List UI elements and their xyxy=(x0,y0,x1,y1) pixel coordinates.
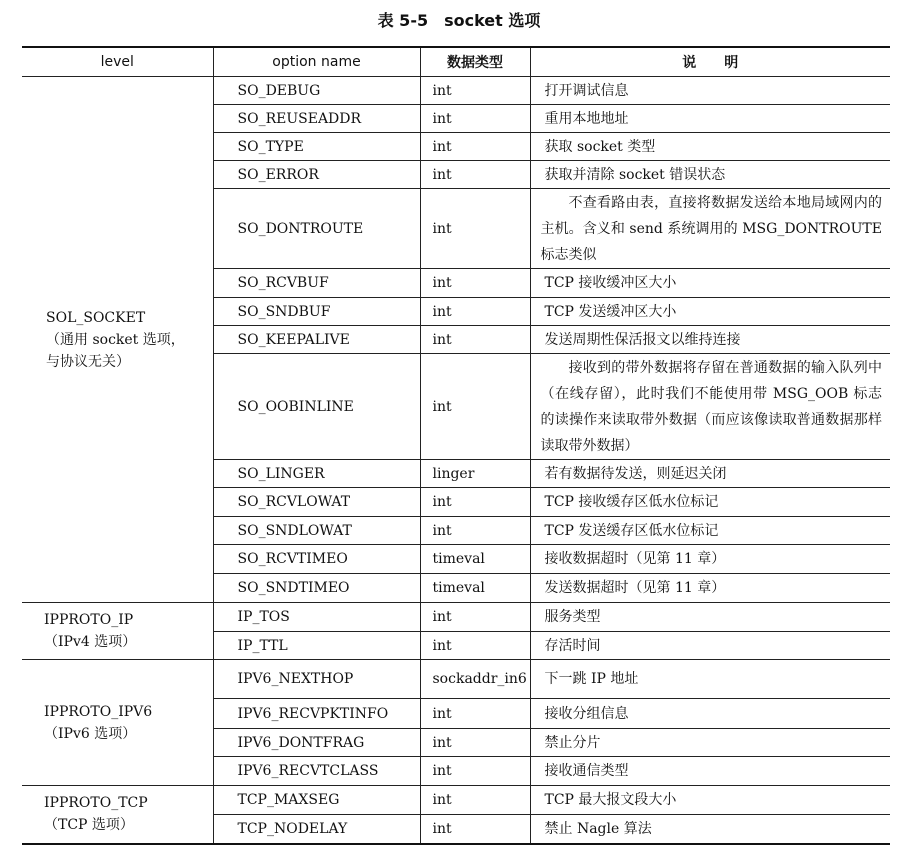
description-cell: TCP 发送缓存区低水位标记 xyxy=(530,517,890,545)
table-body xyxy=(22,77,890,844)
description-cell: 服务类型 xyxy=(530,603,890,632)
data-type-cell: int xyxy=(420,488,530,517)
option-name-cell: SO_SNDTIMEO xyxy=(213,574,420,603)
option-name-cell: IPV6_NEXTHOP xyxy=(213,660,420,699)
description-cell: 禁止 Nagle 算法 xyxy=(530,815,890,844)
description-cell: TCP 接收缓存区低水位标记 xyxy=(530,488,890,517)
data-type-cell: int xyxy=(420,77,530,105)
data-type-cell: int xyxy=(420,603,530,632)
option-name-cell: SO_REUSEADDR xyxy=(213,105,420,133)
data-type-cell: int xyxy=(420,133,530,161)
level-cell xyxy=(22,603,213,660)
level-note: （TCP 选项） xyxy=(44,817,134,834)
description-cell: 不查看路由表，直接将数据发送给本地局域网内的主机。含义和 send 系统调用的 MSG_DONTROUTE 标志类似 xyxy=(530,189,890,269)
data-type-cell: int xyxy=(420,326,530,354)
level-cell xyxy=(22,786,213,844)
data-type-cell: int xyxy=(420,632,530,660)
level-note: （IPv4 选项） xyxy=(44,634,137,650)
option-name-cell: SO_RCVLOWAT xyxy=(213,488,420,517)
data-type-cell: int xyxy=(420,161,530,189)
header-option-name: option name xyxy=(213,47,420,77)
description-cell: 获取并清除 socket 错误状态 xyxy=(530,161,890,189)
data-type-cell: int xyxy=(420,269,530,298)
table-row xyxy=(22,77,890,105)
option-name-cell: TCP_NODELAY xyxy=(213,815,420,844)
data-type-cell: int xyxy=(420,517,530,545)
table-row xyxy=(22,786,890,815)
description-cell: TCP 最大报文段大小 xyxy=(530,786,890,815)
option-name-cell: SO_ERROR xyxy=(213,161,420,189)
option-name-cell: IPV6_RECVPKTINFO xyxy=(213,699,420,729)
level-note: （通用 socket 选项，与协议无关） xyxy=(46,331,185,370)
level-cell xyxy=(22,660,213,786)
option-name-cell: IP_TTL xyxy=(213,632,420,660)
header-row xyxy=(22,47,890,77)
level-name: IPPROTO_IP xyxy=(44,612,134,628)
data-type-cell: int xyxy=(420,815,530,844)
level-name: IPPROTO_TCP xyxy=(44,795,148,812)
option-name-cell: SO_TYPE xyxy=(213,133,420,161)
description-cell: 若有数据待发送，则延迟关闭 xyxy=(530,460,890,488)
data-type-cell: timeval xyxy=(420,545,530,574)
description-cell: 接收到的带外数据将存留在普通数据的输入队列中（在线存留），此时我们不能使用带 MSG_OOB 标志的读操作来读取带外数据（而应该像读取普通数据那样读取带外数据） xyxy=(530,354,890,460)
description-cell: 发送数据超时（见第 11 章） xyxy=(530,574,890,603)
option-name-cell: SO_RCVBUF xyxy=(213,269,420,298)
option-name-cell: SO_SNDBUF xyxy=(213,298,420,326)
description-cell: 接收分组信息 xyxy=(530,699,890,729)
data-type-cell: int xyxy=(420,298,530,326)
description-cell: 发送周期性保活报文以维持连接 xyxy=(530,326,890,354)
description-cell: 重用本地地址 xyxy=(530,105,890,133)
data-type-cell: timeval xyxy=(420,574,530,603)
description-cell: 打开调试信息 xyxy=(530,77,890,105)
table-caption: 表 5-5 socket 选项 xyxy=(377,11,541,30)
description-cell: 接收通信类型 xyxy=(530,757,890,786)
data-type-cell: int xyxy=(420,354,530,460)
data-type-cell: linger xyxy=(420,460,530,488)
data-type-cell: int xyxy=(420,105,530,133)
data-type-cell: int xyxy=(420,699,530,729)
option-name-cell: TCP_MAXSEG xyxy=(213,786,420,815)
option-name-cell: IPV6_DONTFRAG xyxy=(213,729,420,757)
level-note: （IPv6 选项） xyxy=(44,725,137,742)
level-cell xyxy=(22,77,213,603)
option-name-cell: SO_OOBINLINE xyxy=(213,354,420,460)
header-data-type: 数据类型 xyxy=(420,47,530,77)
option-name-cell: SO_RCVTIMEO xyxy=(213,545,420,574)
description-cell: 接收数据超时（见第 11 章） xyxy=(530,545,890,574)
option-name-cell: IP_TOS xyxy=(213,603,420,632)
option-name-cell: SO_KEEPALIVE xyxy=(213,326,420,354)
table-row xyxy=(22,660,890,699)
option-name-cell: SO_SNDLOWAT xyxy=(213,517,420,545)
data-type-cell: int xyxy=(420,786,530,815)
header-level: level xyxy=(22,47,213,77)
header-description: 说 明 xyxy=(530,47,890,77)
description-cell: 下一跳 IP 地址 xyxy=(530,660,890,699)
description-cell: 获取 socket 类型 xyxy=(530,133,890,161)
socket-options-table xyxy=(22,46,890,845)
option-name-cell: SO_LINGER xyxy=(213,460,420,488)
level-name: SOL_SOCKET xyxy=(46,309,146,326)
data-type-cell: int xyxy=(420,189,530,269)
data-type-cell: int xyxy=(420,757,530,786)
description-cell: TCP 接收缓冲区大小 xyxy=(530,269,890,298)
description-cell: TCP 发送缓冲区大小 xyxy=(530,298,890,326)
option-name-cell: SO_DEBUG xyxy=(213,77,420,105)
option-name-cell: SO_DONTROUTE xyxy=(213,189,420,269)
level-name: IPPROTO_IPV6 xyxy=(44,703,153,720)
option-name-cell: IPV6_RECVTCLASS xyxy=(213,757,420,786)
data-type-cell: sockaddr_in6 xyxy=(420,660,530,699)
description-cell: 禁止分片 xyxy=(530,729,890,757)
description-cell: 存活时间 xyxy=(530,632,890,660)
table-row xyxy=(22,603,890,632)
data-type-cell: int xyxy=(420,729,530,757)
